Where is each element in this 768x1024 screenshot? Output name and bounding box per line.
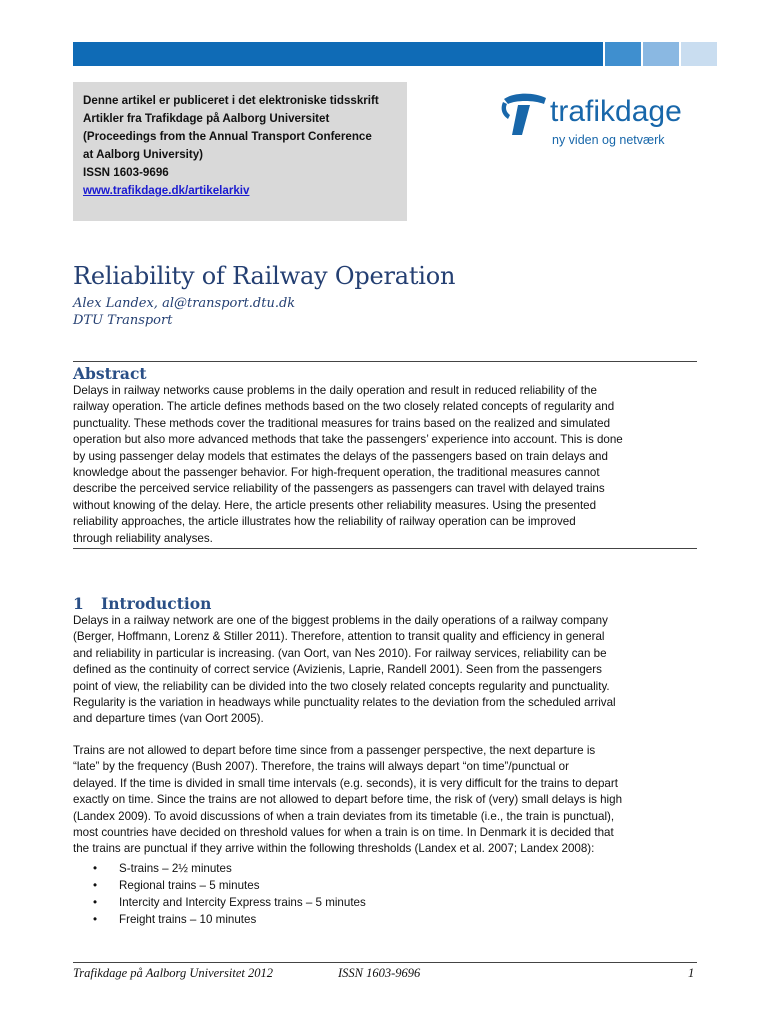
introduction-heading: [73, 594, 211, 613]
paragraph-line: most countries have decided on threshold values for when a train is on time. In Denmark it is decided that: [73, 826, 614, 840]
paragraph-line: “late” by the frequency (Bush 2007). Therefore, the trains will always depart “on time”/punctual or: [73, 760, 569, 774]
header-color-bar: [73, 42, 717, 66]
logo-tagline: ny viden og netværk: [552, 133, 665, 147]
paragraph-line: Regularity is the variation in headways while punctuality relates to the deviation from the scheduled arrival: [73, 696, 616, 710]
abstract-line: punctuality. These methods cover the traditional measures for trains based on the realized and simulated: [73, 416, 611, 430]
abstract-bottom-rule: [73, 548, 697, 549]
bullet-icon: •: [93, 896, 98, 909]
introduction-paragraph-2: [73, 743, 697, 858]
list-item-text: Regional trains – 5 minutes: [119, 879, 260, 892]
author-line: Alex Landex, al@transport.dtu.dk: [73, 296, 296, 311]
footer-conference: Trafikdage på Aalborg Universitet 2012: [73, 966, 273, 980]
logo-wordmark: trafikdage: [550, 95, 682, 128]
list-item: [93, 877, 366, 894]
paragraph-line: (Landex 2009). To avoid discussions of when a train deviates from its timetable (i.e., the train is punctual),: [73, 809, 615, 823]
bullet-icon: •: [93, 862, 98, 875]
trafikdage-logo: [500, 93, 730, 153]
info-line: Denne artikel er publiceret i det elektroniske tidsskrift: [83, 94, 379, 107]
abstract-line: by using passenger delay models that estimates the delays of the passengers based on train delays and: [73, 449, 608, 463]
introduction-paragraph-1: [73, 613, 697, 728]
abstract-heading: Abstract: [73, 364, 147, 383]
bullet-icon: •: [93, 913, 98, 926]
paragraph-line: and departure times (van Oort 2005).: [73, 712, 264, 726]
bullet-icon: •: [93, 879, 98, 892]
footer-issn: ISSN 1603-9696: [338, 966, 421, 980]
list-item: [93, 911, 366, 928]
list-item-text: S-trains – 2½ minutes: [119, 862, 232, 875]
abstract-line: describe the perceived service reliability of the passengers as passengers can travel with delayed trains: [73, 482, 605, 496]
abstract-line: Delays in railway networks cause problems in the daily operation and result in reduced reliability of the: [73, 384, 597, 397]
trafikdage-logo-icon: [500, 93, 548, 137]
list-item: [93, 894, 366, 911]
paragraph-line: Delays in a railway network are one of the biggest problems in the daily operations of a railway company: [73, 614, 608, 627]
abstract-line: operation but also more advanced methods that take the passengers’ experience into account. This is done: [73, 433, 623, 447]
list-item: [93, 860, 366, 877]
paragraph-line: and reliability in particular is increasing. (van Oort, van Nes 2010). For railway services, reliability can be: [73, 646, 607, 660]
abstract-line: through reliability analyses.: [73, 531, 213, 545]
abstract-line: without knowing of the delay. Here, the article presents other reliability measures. Using the presented: [73, 498, 597, 512]
abstract-top-rule: [73, 361, 697, 362]
abstract-body: [73, 383, 697, 547]
paragraph-line: Trains are not allowed to depart before time since from a passenger perspective, the next departure is: [73, 744, 596, 757]
paragraph-line: defined as the continuity of correct service (Avizienis, Laprie, Randell 2001). Seen from the passengers: [73, 663, 602, 677]
section-title: Introduction: [101, 594, 212, 613]
header-bar-block-1: [605, 42, 641, 66]
list-item-text: Freight trains – 10 minutes: [119, 913, 257, 926]
paragraph-line: (Berger, Hoffmann, Lorenz & Stiller 2011). Therefore, attention to transit quality and efficiency in general: [73, 630, 605, 644]
paragraph-line: the trains are punctual if they arrive within the following thresholds (Landex et al. 2007; Landex 2008):: [73, 842, 595, 856]
paragraph-line: exactly on time. Since the trains are not allowed to depart before time, the risk of (very) small delays is high: [73, 793, 623, 807]
header-bar-block-3: [681, 42, 717, 66]
section-number: 1: [73, 594, 84, 613]
info-line: Artikler fra Trafikdage på Aalborg Universitet: [83, 112, 330, 125]
article-title: Reliability of Railway Operation: [73, 262, 456, 290]
affiliation: DTU Transport: [73, 313, 173, 328]
threshold-list: [93, 860, 366, 928]
header-bar-block-2: [643, 42, 679, 66]
info-line: (Proceedings from the Annual Transport Conference: [83, 130, 372, 143]
abstract-line: railway operation. The article defines methods based on the two closely related concepts of regularity and: [73, 400, 615, 414]
footer-rule: [73, 962, 697, 963]
page-number: 1: [688, 966, 695, 980]
publication-info-box: [73, 82, 407, 221]
paragraph-line: delayed. If the time is divided in small time intervals (e.g. seconds), it is very difficult for the trains to depart: [73, 776, 618, 790]
info-line: at Aalborg University): [83, 148, 204, 161]
paragraph-line: point of view, the reliability can be divided into the two closely related concepts regularity and punctuality.: [73, 679, 610, 693]
header-bar-main: [73, 42, 603, 66]
abstract-line: reliability approaches, the article illustrates how the reliability of railway operation can be improved: [73, 515, 576, 529]
issn-line: ISSN 1603-9696: [83, 166, 169, 179]
abstract-line: knowledge about the passenger behavior. For high-frequent operation, the traditional measures cannot: [73, 466, 600, 480]
list-item-text: Intercity and Intercity Express trains – 5 minutes: [119, 896, 366, 909]
archive-link[interactable]: www.trafikdage.dk/artikelarkiv: [83, 184, 250, 197]
